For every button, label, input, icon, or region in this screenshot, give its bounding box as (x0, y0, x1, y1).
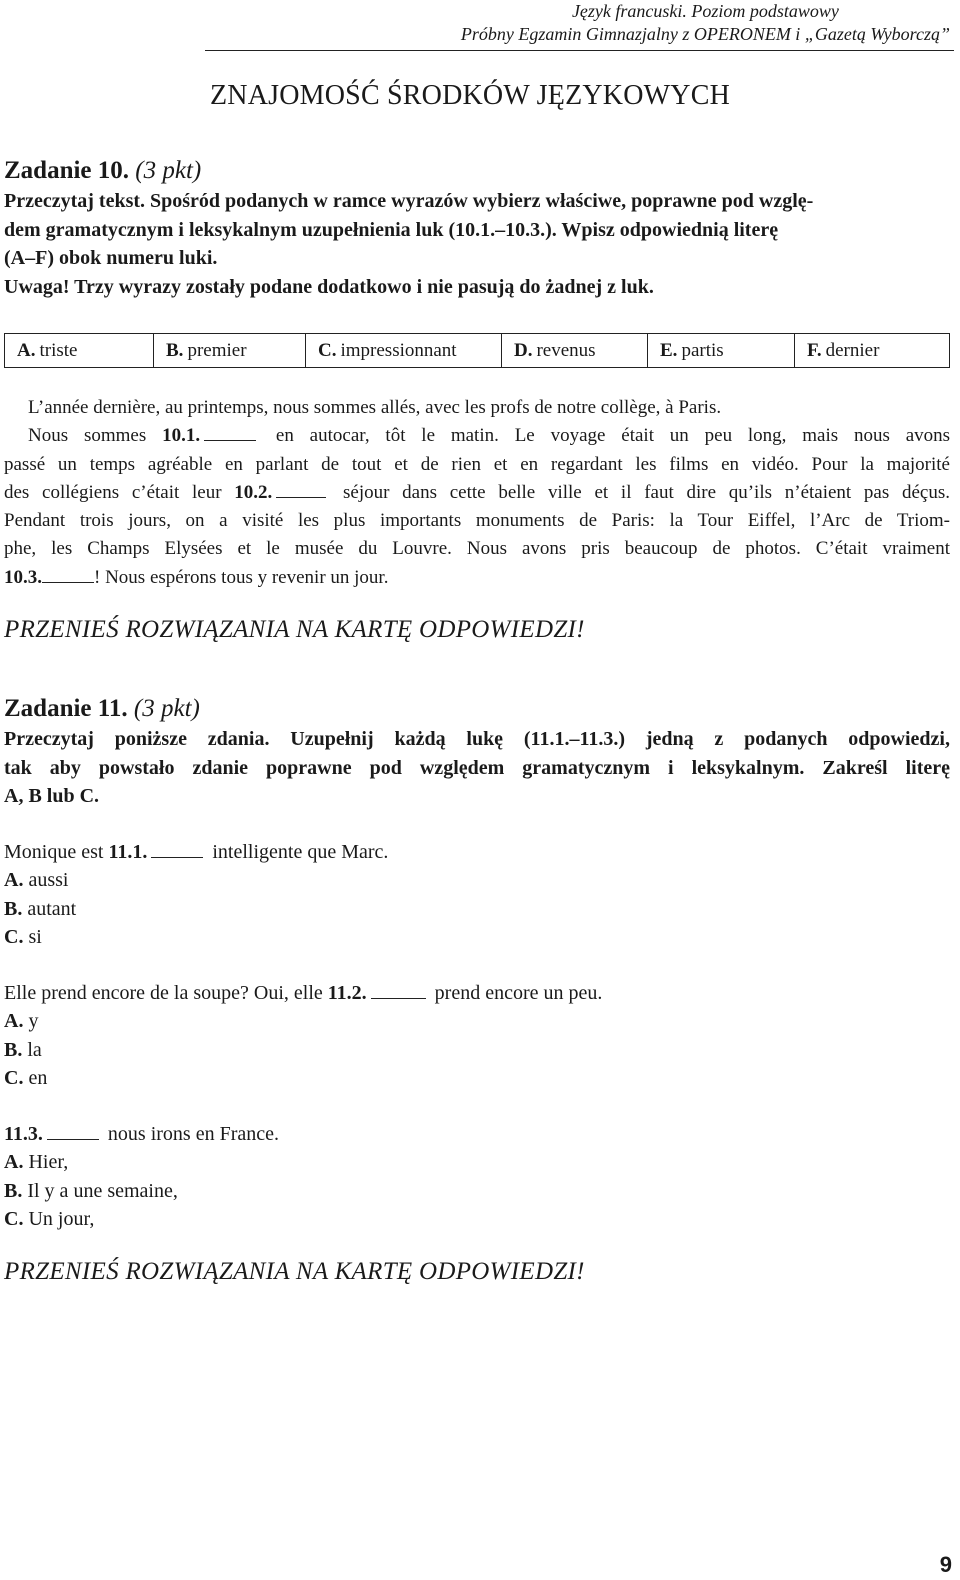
section-title: ZNAJOMOŚĆ ŚRODKÓW JĘZYKOWYCH (210, 80, 730, 111)
gap-10-3-label: 10.3. (4, 566, 42, 588)
answer-option[interactable]: A. y (4, 1010, 39, 1033)
task-11-title: Zadanie 11. (3 pkt) (4, 695, 200, 722)
option-f: F. dernier (794, 334, 949, 367)
question-11-2: Elle prend encore de la soupe? Oui, elle 11.2. prend encore un peu. A. y B. la C. en (4, 979, 950, 1092)
header-exam-name: Próbny Egzamin Gimnazjalny z OPERONEM i „Gazetą Wyborczą” (460, 24, 950, 44)
answer-option[interactable]: C. en (4, 1066, 48, 1089)
reading-text: L’année dernière, au printemps, nous sommes allés, avec les profs de notre collège, à Paris. Nous sommes 10.1. en autocar, tôt le matin. Le voyage était un peu long, mais nous avons passé un temps agréable en parlant de tout et de rien et en regardant les films en vidéo. Pour la majorité des collégiens c’était leur 10.2. séjour dans cette belle ville et il faut dire qu’ils n’étaient pas déçus. Pendant trois jours, on a visité les plus importants monuments de Paris: la Tour Eiffel, l’Arc de Triom- phe, les Champs Elysées et le musée du Louvre. Nous avons pris beaucoup de photos. C’était vraiment 10.3. ! Nous espérons tous y revenir un jour. (4, 397, 951, 588)
answer-option[interactable]: A. aussi (4, 869, 69, 892)
header-subject: Język francuski. Poziom podstawowy (571, 1, 839, 21)
gap-10-1-label: 10.1. (162, 425, 201, 447)
option-c: C. impressionnant (305, 334, 501, 367)
gap-11-1-blank[interactable] (151, 841, 203, 858)
running-header (461, 0, 950, 46)
answer-option[interactable]: C. si (4, 925, 42, 948)
option-b: B. premier (153, 334, 305, 367)
task-10-instruction: Przeczytaj tekst. Spośród podanych w ramce wyrazów wybierz właściwe, poprawne pod wzglę- dem gramatycznym i leksykalnym uzupełnienia luk (10.1.–10.3.). Wpisz odpowiednią literę (A–F) obok numeru luki. Uwaga! Trzy wyrazy zostały podane dodatkowo i nie pasują do żadnej z luk. (4, 190, 814, 298)
gap-10-2-blank[interactable] (276, 481, 326, 498)
option-a: A. triste (17, 339, 78, 361)
answer-option[interactable]: B. Il y a une semaine, (4, 1179, 178, 1202)
task-10 (4, 156, 950, 301)
gap-10-1-blank[interactable] (204, 424, 256, 441)
page-number: 9 (939, 1552, 952, 1577)
word-options-box (4, 333, 950, 368)
task-10-closing-note: PRZENIEŚ ROZWIĄZANIA NA KARTĘ ODPOWIEDZI! (4, 616, 585, 643)
task-11 (4, 694, 950, 811)
option-e: E. partis (647, 334, 794, 367)
header-rule (205, 50, 954, 51)
gap-11-3-blank[interactable] (47, 1123, 99, 1140)
answer-option[interactable]: A. Hier, (4, 1151, 69, 1174)
gap-10-3-blank[interactable] (42, 566, 94, 583)
task-11-instruction: Przeczytaj poniższe zdania. Uzupełnij każdą lukę (11.1.–11.3.) jedną z podanych odpowiedzi, tak aby powstało zdanie poprawne pod względem gramatycznym i leksykalnym. Zakreśl literę A, B lub C. (4, 728, 950, 807)
question-11-1: Monique est 11.1. intelligente que Marc. A. aussi B. autant C. si (4, 838, 950, 951)
question-11-3: 11.3. nous irons en France. A. Hier, B. Il y a une semaine, C. Un jour, (4, 1120, 950, 1233)
answer-option[interactable]: C. Un jour, (4, 1207, 95, 1230)
task-10-title: Zadanie 10. (3 pkt) (4, 157, 202, 184)
task-11-closing-note: PRZENIEŚ ROZWIĄZANIA NA KARTĘ ODPOWIEDZI! (4, 1258, 585, 1285)
gap-11-2-blank[interactable] (371, 982, 426, 999)
option-d: D. revenus (501, 334, 647, 367)
answer-option[interactable]: B. la (4, 1038, 42, 1061)
answer-option[interactable]: B. autant (4, 897, 77, 920)
gap-10-2-label: 10.2. (234, 481, 273, 503)
